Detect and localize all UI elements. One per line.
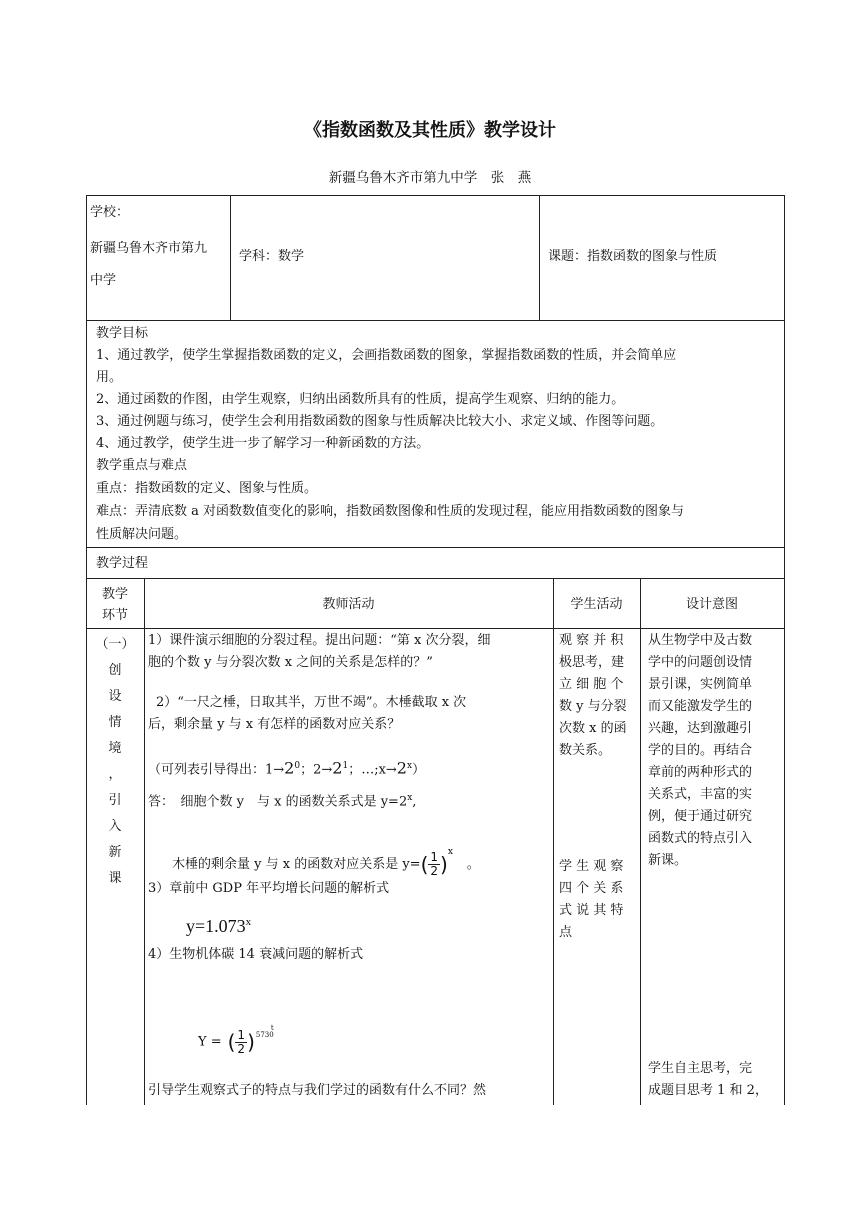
teacher-p1: 1）课件演示细胞的分裂过程。提出问题：“第 x 次分裂，细 [148, 633, 491, 648]
topic-cell: 课题：指数函数的图象与性质 [548, 249, 718, 264]
col-student-header: 学生活动 [570, 597, 623, 612]
fraction-half: $\frac{1}{2}$ [430, 850, 439, 878]
school-label: 学校： [90, 205, 130, 220]
teacher-p4: 3）章前中 GDP 年平均增长问题的解析式 [148, 881, 390, 896]
process-heading: 教学过程 [96, 556, 149, 571]
teacher-p5: 4）生物机体碳 14 衰减问题的解析式 [148, 947, 364, 962]
key-point: 重点：指数函数的定义、图象与性质。 [96, 481, 318, 496]
teacher-p6: 引导学生观察式子的特点与我们学过的函数有什么不同？然 [148, 1083, 487, 1098]
difficulty-cont: 性质解决问题。 [96, 527, 188, 542]
goal-4: 4、通过教学，使学生进一步了解学习一种新函数的方法。 [96, 436, 430, 451]
goals-heading: 教学目标 [96, 326, 149, 341]
col-stage-header-1: 教学 [101, 587, 128, 602]
col-stage-header-2: 环节 [101, 608, 128, 623]
c14-formula: Y = ( $\frac{1}{2}$ ) t 5730 [198, 1023, 274, 1056]
school-name-line2: 中学 [90, 273, 117, 288]
teacher-table-hint: （可列表引导得出：$1\to 2^0$；$2\to 2^1$；$\dots;x\to 2^x$） [148, 758, 426, 778]
key-points-heading: 教学重点与难点 [96, 458, 188, 473]
stage-label: （一） 创 设 情 境 ， 引 入 新 课 [95, 637, 135, 886]
goal-1-cont: 用。 [96, 370, 123, 385]
col-intent-header: 设计意图 [685, 597, 738, 612]
goal-3: 3、通过例题与练习，使学生会利用指数函数的图象与性质解决比较大小、求定义域、作图等问题。 [96, 414, 664, 429]
goal-1: 1、通过教学，使学生掌握指数函数的定义，会画指数函数的图象，掌握指数函数的性质，并会简单应 [96, 348, 677, 363]
teacher-answer-1: 答： 细胞个数 y 与 x 的函数关系式是 $y=2^x$, [148, 793, 417, 810]
gdp-formula: $y=1.073^x$ [186, 916, 252, 936]
teacher-p1-cont: 胞的个数 y 与分裂次数 x 之间的关系是怎样的？” [148, 655, 433, 670]
goal-2: 2、通过函数的作图，由学生观察，归纳出函数所具有的性质，提高学生观察、归纳的能力。 [96, 392, 625, 407]
teacher-answer-2: 木棰的剩余量 y 与 x 的函数对应关系是 y=( $\frac{1}{2}$ )$^x$。 [172, 847, 480, 878]
teacher-p2: 2）“一尺之棰，日取其半，万世不竭”。木棰截取 x 次 [156, 695, 467, 710]
difficulty: 难点：弄清底数 a 对函数数值变化的影响，指数函数图像和性质的发现过程，能应用指数函数的图象与 [96, 504, 685, 519]
teacher-p2-cont: 后，剩余量 y 与 x 有怎样的函数对应关系？ [148, 717, 401, 732]
document-title: 《指数函数及其性质》教学设计 [304, 120, 556, 141]
subject-cell: 学科：数学 [239, 249, 305, 264]
document-author: 新疆乌鲁木齐市第九中学 张 燕 [328, 170, 532, 186]
col-teacher-header: 教师活动 [322, 597, 375, 612]
school-name-line1: 新疆乌鲁木齐市第九 [90, 241, 208, 256]
